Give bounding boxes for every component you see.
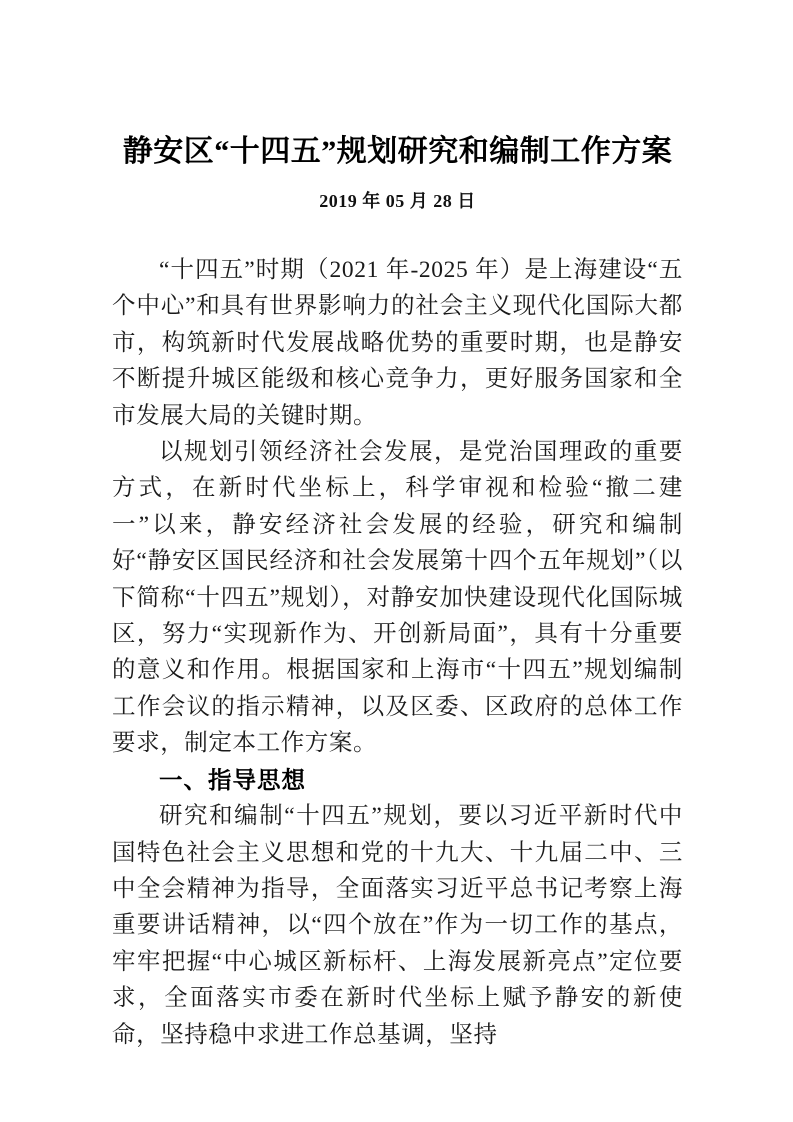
document-content xyxy=(112,0,683,1053)
document-body xyxy=(112,216,683,1053)
body-paragraph: 以规划引领经济社会发展，是党治国理政的重要方式，在新时代坐标上，科学审视和检验“撤二建一”以来，静安经济社会发展的经验，研究和编制好“静安区国民经济和社会发展第十四个五年规划”（以下简称“十四五”规划），对静安加快建设现代化国际城区，努力“实现新作为、开创新局面”，具有十分重要的意义和作用。根据国家和上海市“十四五”规划编制工作会议的指示精神，以及区委、区政府的总体工作要求，制定本工作方案。 xyxy=(112,439,683,757)
section-heading-guiding-thought: 一、指导思想 xyxy=(159,765,306,794)
document-date: 2019 年 05 月 28 日 xyxy=(319,191,476,211)
body-paragraph: “十四五”时期（2021 年-2025 年）是上海建设“五个中心”和具有世界影响力的社会主义现代化国际大都市，构筑新时代发展战略优势的重要时期，也是静安不断提升城区能级和核心竞争力，更好服务国家和全市发展大局的关键时期。 xyxy=(112,257,683,429)
page-title: 静安区“十四五”规划研究和编制工作方案 xyxy=(122,135,673,168)
body-paragraph: 研究和编制“十四五”规划，要以习近平新时代中国特色社会主义思想和党的十九大、十九届二中、三中全会精神为指导，全面落实习近平总书记考察上海重要讲话精神，以“四个放在”作为一切工作的基点，牢牢把握“中心城区新标杆、上海发展新亮点”定位要求，全面落实市委在新时代坐标上赋予静安的新使命，坚持稳中求进工作总基调，坚持 xyxy=(112,803,683,1048)
